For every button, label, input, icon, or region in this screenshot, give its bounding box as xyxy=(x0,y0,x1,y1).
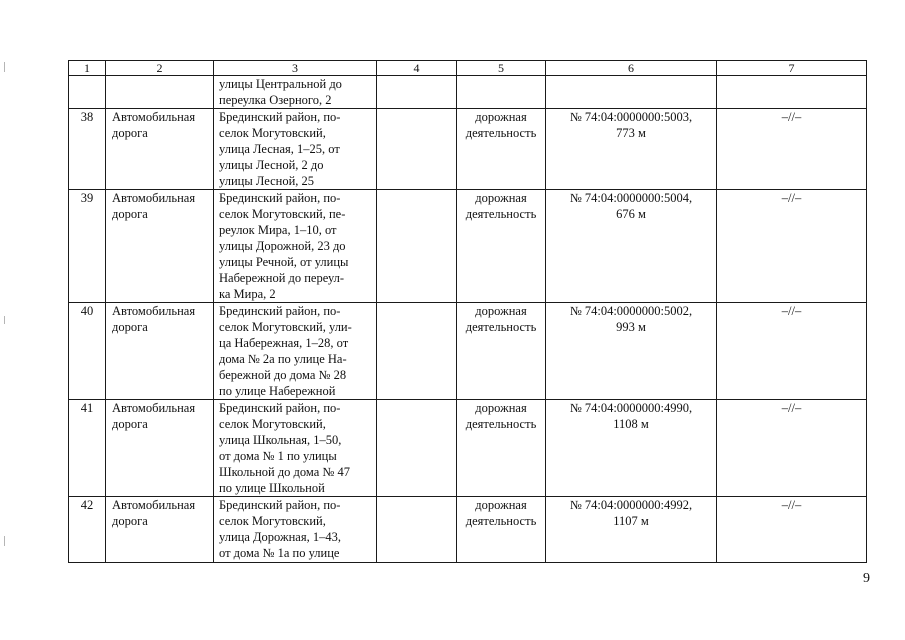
scan-margin-mark xyxy=(4,62,5,72)
address-line: дома № 2а по улице На- xyxy=(219,352,347,366)
cadastral-line: № 74:04:0000000:4992, xyxy=(569,498,693,512)
scan-margin-mark xyxy=(4,536,5,546)
address-line: Брединский район, по- xyxy=(219,304,341,318)
address-cell xyxy=(214,303,377,400)
object-kind-line: Автомобильная xyxy=(112,498,196,512)
address-line: селок Могутовский, xyxy=(219,514,326,528)
column-number: 1 xyxy=(69,61,106,76)
address-line: селок Могутовский, xyxy=(219,417,326,431)
address-line: улица Лесная, 1–25, от xyxy=(219,142,340,156)
owner-cell xyxy=(377,303,457,400)
object-kind-line: дорога xyxy=(112,417,148,431)
object-kind-line: дорога xyxy=(112,514,148,528)
owner-cell xyxy=(377,109,457,190)
address-line: селок Могутовский, ули- xyxy=(219,320,352,334)
object-kind-cell xyxy=(106,190,214,303)
object-kind-line: Автомобильная xyxy=(112,304,196,318)
note-cell: –//– xyxy=(717,400,867,497)
purpose-line: дорожная xyxy=(475,401,527,415)
table-row xyxy=(69,400,867,497)
note-cell: –//– xyxy=(717,497,867,563)
column-number: 3 xyxy=(214,61,377,76)
object-kind-line: Автомобильная xyxy=(112,401,196,415)
object-kind-line: дорога xyxy=(112,126,148,140)
address-line: Брединский район, по- xyxy=(219,191,341,205)
address-line: Брединский район, по- xyxy=(219,498,341,512)
address-line: переулка Озерного, 2 xyxy=(219,93,332,107)
column-number: 4 xyxy=(377,61,457,76)
address-line: улицы Центральной до xyxy=(219,77,342,91)
object-kind-line: Автомобильная xyxy=(112,110,196,124)
purpose-line: дорожная xyxy=(475,304,527,318)
table-row xyxy=(69,109,867,190)
address-cell xyxy=(214,76,377,109)
note-cell: –//– xyxy=(717,190,867,303)
column-number: 2 xyxy=(106,61,214,76)
owner-cell xyxy=(377,76,457,109)
row-number-cell: 42 xyxy=(69,497,106,563)
purpose-line: деятельность xyxy=(465,126,537,140)
purpose-cell xyxy=(457,400,546,497)
purpose-line: дорожная xyxy=(475,110,527,124)
purpose-line: дорожная xyxy=(475,191,527,205)
object-kind-line: дорога xyxy=(112,207,148,221)
address-line: улицы Дорожной, 23 до xyxy=(219,239,346,253)
purpose-line: деятельность xyxy=(465,207,537,221)
object-kind-cell xyxy=(106,497,214,563)
object-kind-cell xyxy=(106,303,214,400)
purpose-cell xyxy=(457,109,546,190)
object-kind-cell xyxy=(106,109,214,190)
purpose-cell xyxy=(457,497,546,563)
cadastral-line: 1107 м xyxy=(613,514,649,528)
owner-cell xyxy=(377,190,457,303)
note-cell: –//– xyxy=(717,109,867,190)
address-line: ца Набережная, 1–28, от xyxy=(219,336,349,350)
address-line: селок Могутовский, пе- xyxy=(219,207,346,221)
row-number-cell: 40 xyxy=(69,303,106,400)
purpose-cell xyxy=(457,303,546,400)
address-line: улица Дорожная, 1–43, xyxy=(219,530,341,544)
table-row xyxy=(69,303,867,400)
purpose-cell xyxy=(457,190,546,303)
address-line: селок Могутовский, xyxy=(219,126,326,140)
purpose-line: деятельность xyxy=(465,514,537,528)
address-cell xyxy=(214,400,377,497)
address-line: улицы Лесной, 2 до xyxy=(219,158,324,172)
address-cell xyxy=(214,190,377,303)
object-kind-line: дорога xyxy=(112,320,148,334)
continuation-row xyxy=(69,76,867,109)
table-row xyxy=(69,190,867,303)
owner-cell xyxy=(377,497,457,563)
cadastral-line: № 74:04:0000000:5002, xyxy=(569,304,693,318)
address-line: от дома № 1 по улицы xyxy=(219,449,337,463)
address-cell xyxy=(214,109,377,190)
column-number: 7 xyxy=(717,61,867,76)
cadastral-cell xyxy=(546,400,717,497)
purpose-line: дорожная xyxy=(475,498,527,512)
address-line: Набережной до переул- xyxy=(219,271,345,285)
cadastral-cell xyxy=(546,303,717,400)
cadastral-cell xyxy=(546,497,717,563)
table-row xyxy=(69,497,867,563)
column-number: 5 xyxy=(457,61,546,76)
address-line: улица Школьная, 1–50, xyxy=(219,433,342,447)
row-number-cell xyxy=(69,76,106,109)
row-number-cell: 38 xyxy=(69,109,106,190)
address-line: Брединский район, по- xyxy=(219,401,341,415)
address-line: бережной до дома № 28 xyxy=(219,368,347,382)
object-kind-cell xyxy=(106,400,214,497)
page-number: 9 xyxy=(863,571,870,586)
address-line: по улице Школьной xyxy=(219,481,325,495)
cadastral-line: № 74:04:0000000:5004, xyxy=(569,191,693,205)
owner-cell xyxy=(377,400,457,497)
cadastral-line: 993 м xyxy=(616,320,646,334)
cadastral-line: 773 м xyxy=(616,126,646,140)
address-line: реулок Мира, 1–10, от xyxy=(219,223,337,237)
note-cell xyxy=(717,76,867,109)
cadastral-cell xyxy=(546,76,717,109)
address-line: улицы Речной, от улицы xyxy=(219,255,349,269)
address-line: Брединский район, по- xyxy=(219,110,341,124)
cadastral-line: 676 м xyxy=(616,207,646,221)
purpose-line: деятельность xyxy=(465,320,537,334)
column-number-row xyxy=(69,61,867,76)
note-cell: –//– xyxy=(717,303,867,400)
object-kind-cell xyxy=(106,76,214,109)
row-number-cell: 39 xyxy=(69,190,106,303)
cadastral-line: № 74:04:0000000:4990, xyxy=(569,401,693,415)
address-line: улицы Лесной, 25 xyxy=(219,174,315,188)
purpose-line: деятельность xyxy=(465,417,537,431)
address-line: по улице Набережной xyxy=(219,384,336,398)
cadastral-cell xyxy=(546,109,717,190)
purpose-cell xyxy=(457,76,546,109)
address-line: ка Мира, 2 xyxy=(219,287,276,301)
registry-table xyxy=(68,60,867,563)
row-number-cell: 41 xyxy=(69,400,106,497)
column-number: 6 xyxy=(546,61,717,76)
address-cell xyxy=(214,497,377,563)
cadastral-line: № 74:04:0000000:5003, xyxy=(569,110,693,124)
object-kind-line: Автомобильная xyxy=(112,191,196,205)
scan-margin-mark xyxy=(4,316,5,324)
cadastral-cell xyxy=(546,190,717,303)
cadastral-line: 1108 м xyxy=(613,417,649,431)
address-line: от дома № 1а по улице xyxy=(219,546,340,560)
address-line: Школьной до дома № 47 xyxy=(219,465,350,479)
